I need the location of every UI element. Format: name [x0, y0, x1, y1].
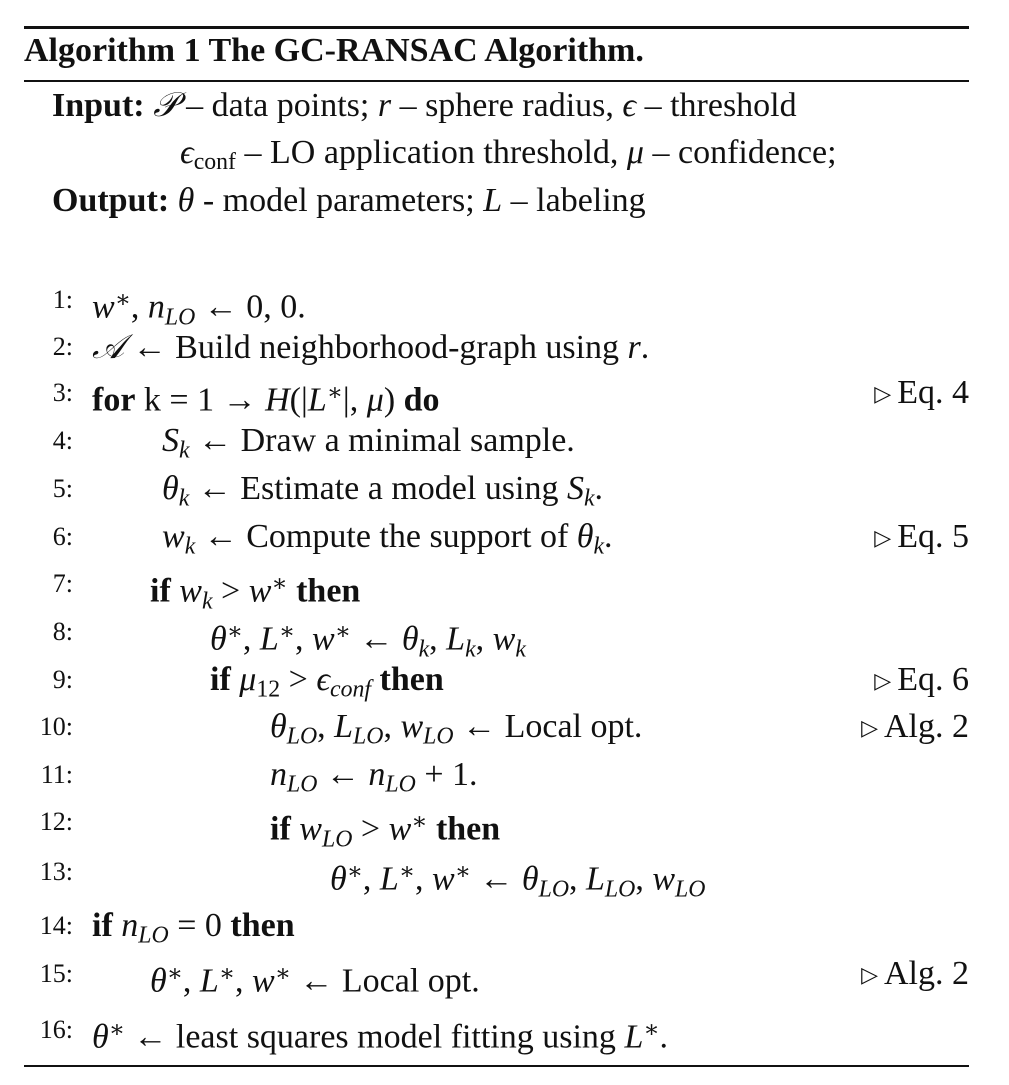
algo-line-9: 9: if $\mu_{12} > \epsilon_{conf}$ then ▷ Eq. 6	[52, 661, 969, 703]
algo-line-7: 7: if $w_k > w^∗$ then	[52, 569, 361, 615]
title-rule	[24, 80, 969, 82]
algo-line-6: 6: $w_k$ ← Compute the support of $\theta_k$. ▷ Eq. 5	[52, 518, 969, 560]
output-label: Output:	[52, 182, 170, 219]
algo-line-3: 3: for k = 1 → H(|L∗|, μ) do ▷ Eq. 4	[52, 374, 969, 419]
comment-eq5: ▷ Eq. 5	[874, 518, 969, 555]
algo-line-15: 15: θ∗, L∗, w∗ ← Local opt. ▷ Alg. 2	[39, 955, 969, 1000]
comment-eq4: ▷ Eq. 4	[874, 374, 969, 411]
algo-line-8: 8: θ∗, L∗, w∗ ← $\theta_k$, $L_k$, $w_k$	[52, 617, 526, 663]
algo-line-4: 4: $S_k$ ← Draw a minimal sample.	[52, 422, 575, 464]
algo-line-5: 5: $\theta_k$ ← Estimate a model using $S_k$.	[52, 470, 604, 512]
bottom-rule	[24, 1065, 969, 1067]
comment-eq6: ▷ Eq. 6	[874, 661, 969, 698]
comment-alg2-b: ▷ Alg. 2	[861, 955, 969, 992]
algo-line-11: 11: $n_{LO}$ ← $n_{LO} + 1$.	[40, 756, 478, 798]
algo-line-1: 1: w∗, $n_{LO}$ ← 0, 0.	[52, 285, 306, 331]
input-line-2: ϵconf – LO application threshold, μ – confidence;	[180, 134, 837, 175]
algo-line-16: 16: θ∗ ← least squares model fitting using L∗.	[39, 1015, 669, 1056]
algo-line-2: 2: 𝒜 ← Build neighborhood-graph using r.	[52, 327, 650, 367]
input-label: Input:	[52, 87, 145, 124]
comment-alg2: ▷ Alg. 2	[861, 708, 969, 745]
algo-line-10: 10: $\theta_{LO}$, $L_{LO}$, $w_{LO}$ ← Local opt. ▷ Alg. 2	[39, 708, 969, 750]
input-line-1: Input: 𝒫 – data points; r – sphere radius, ϵ – threshold	[52, 85, 797, 125]
points-symbol: 𝒫	[153, 85, 178, 125]
algo-line-14: 14: if $n_{LO} = 0$ then	[39, 907, 295, 949]
top-rule	[24, 26, 969, 29]
algo-line-13: 13: θ∗, L∗, w∗ ← $\theta_{LO}$, $L_{LO}$, $w_{LO}$	[39, 857, 706, 903]
algorithm-title: Algorithm 1 The GC-RANSAC Algorithm.	[24, 32, 644, 69]
output-line: Output: θ - model parameters; L – labeling	[52, 182, 646, 219]
algo-line-12: 12: if $w_{LO} > w^∗$ then	[39, 807, 501, 853]
